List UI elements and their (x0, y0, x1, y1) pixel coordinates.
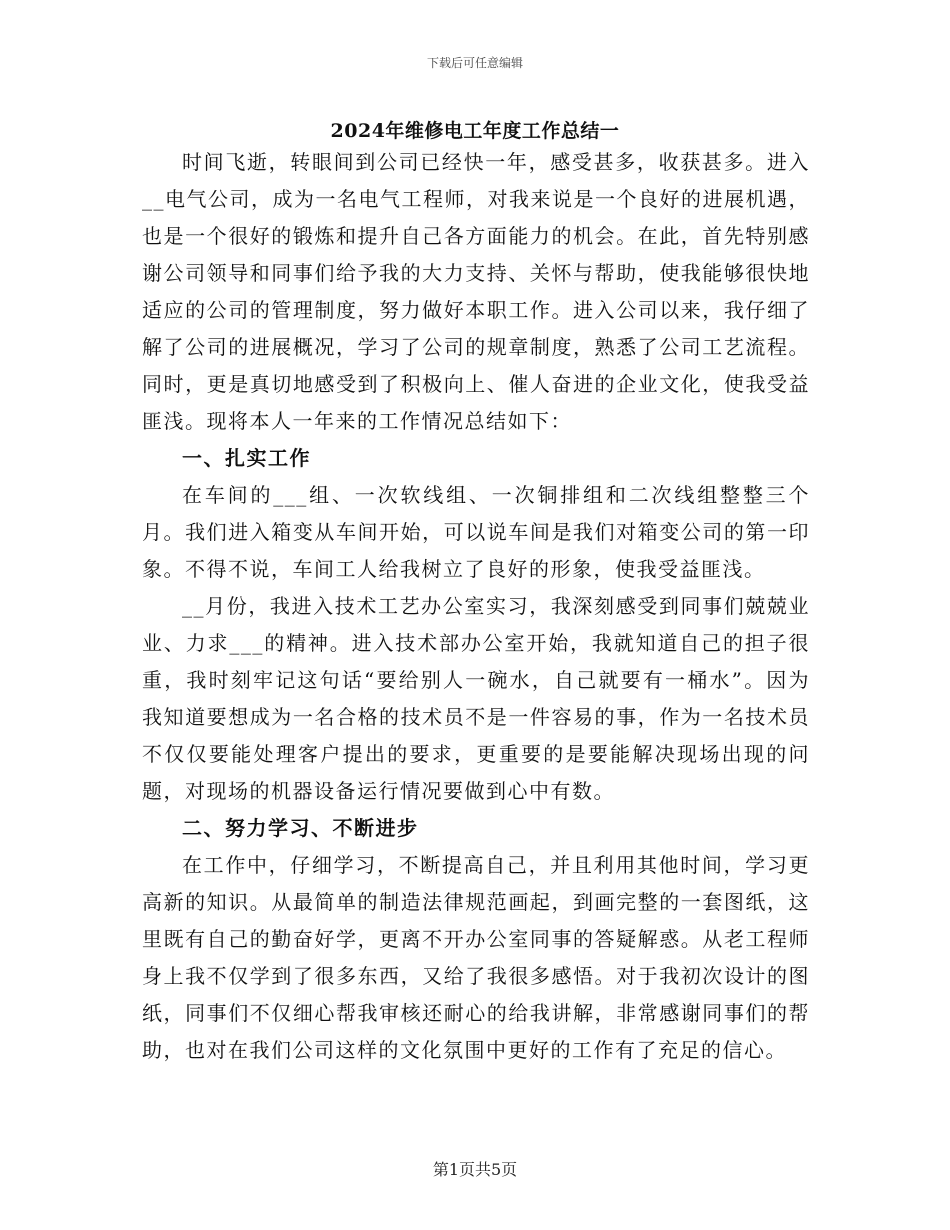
document-title: 2024年维修电工年度工作总结一 (330, 120, 620, 142)
section-1-paragraph-1: 在车间的___组、一次软线组、一次铜排组和二次线组整整三个月。我们进入箱变从车间开始，可以说车间是我们对箱变公司的第一印象。不得不说，车间工人给我树立了良好的形象，使我受益匪浅。 (142, 483, 810, 581)
section-heading-1: 一、扎实工作 (182, 446, 311, 470)
document-body (142, 144, 810, 1069)
intro-paragraph: 时间飞逝，转眼间到公司已经快一年，感受甚多，收获甚多。进入__电气公司，成为一名电气工程师，对我来说是一个良好的进展机遇，也是一个很好的锻炼和提升自己各方面能力的机会。在此，首先特别感谢公司领导和同事们给予我的大力支持、关怀与帮助，使我能够很快地适应的公司的管理制度，努力做好本职工作。进入公司以来，我仔细了解了公司的进展概况，学习了公司的规章制度，熟悉了公司工艺流程。同时，更是真切地感受到了积极向上、催人奋进的企业文化，使我受益匪浅。现将本人一年来的工作情况总结如下： (142, 150, 810, 433)
section-heading-2: 二、努力学习、不断进步 (182, 816, 419, 840)
section-2-paragraph-1: 在工作中，仔细学习，不断提高自己，并且利用其他时间，学习更高新的知识。从最简单的制造法律规范画起，到画完整的一套图纸，这里既有自己的勤奋好学，更离不开办公室同事的答疑解惑。从老工程师身上我不仅学到了很多东西，又给了我很多感悟。对于我初次设计的图纸，同事们不仅细心帮我审核还耐心的给我讲解，非常感谢同事们的帮助，也对在我们公司这样的文化氛围中更好的工作有了充足的信心。 (142, 853, 810, 1062)
header-note: 下载后可任意编辑 (426, 56, 523, 70)
page-footer: 第1页共5页 (432, 1160, 518, 1179)
section-1-paragraph-2: __月份，我进入技术工艺办公室实习，我深刻感受到同事们兢兢业业、力求___的精神。进入技术部办公室开始，我就知道自己的担子很重，我时刻牢记这句话“要给别人一碗水，自己就要有一桶水”。因为我知道要想成为一名合格的技术员不是一件容易的事，作为一名技术员不仅仅要能处理客户提出的要求，更重要的是要能解决现场出现的问题，对现场的机器设备运行情况要做到心中有数。 (142, 594, 810, 803)
